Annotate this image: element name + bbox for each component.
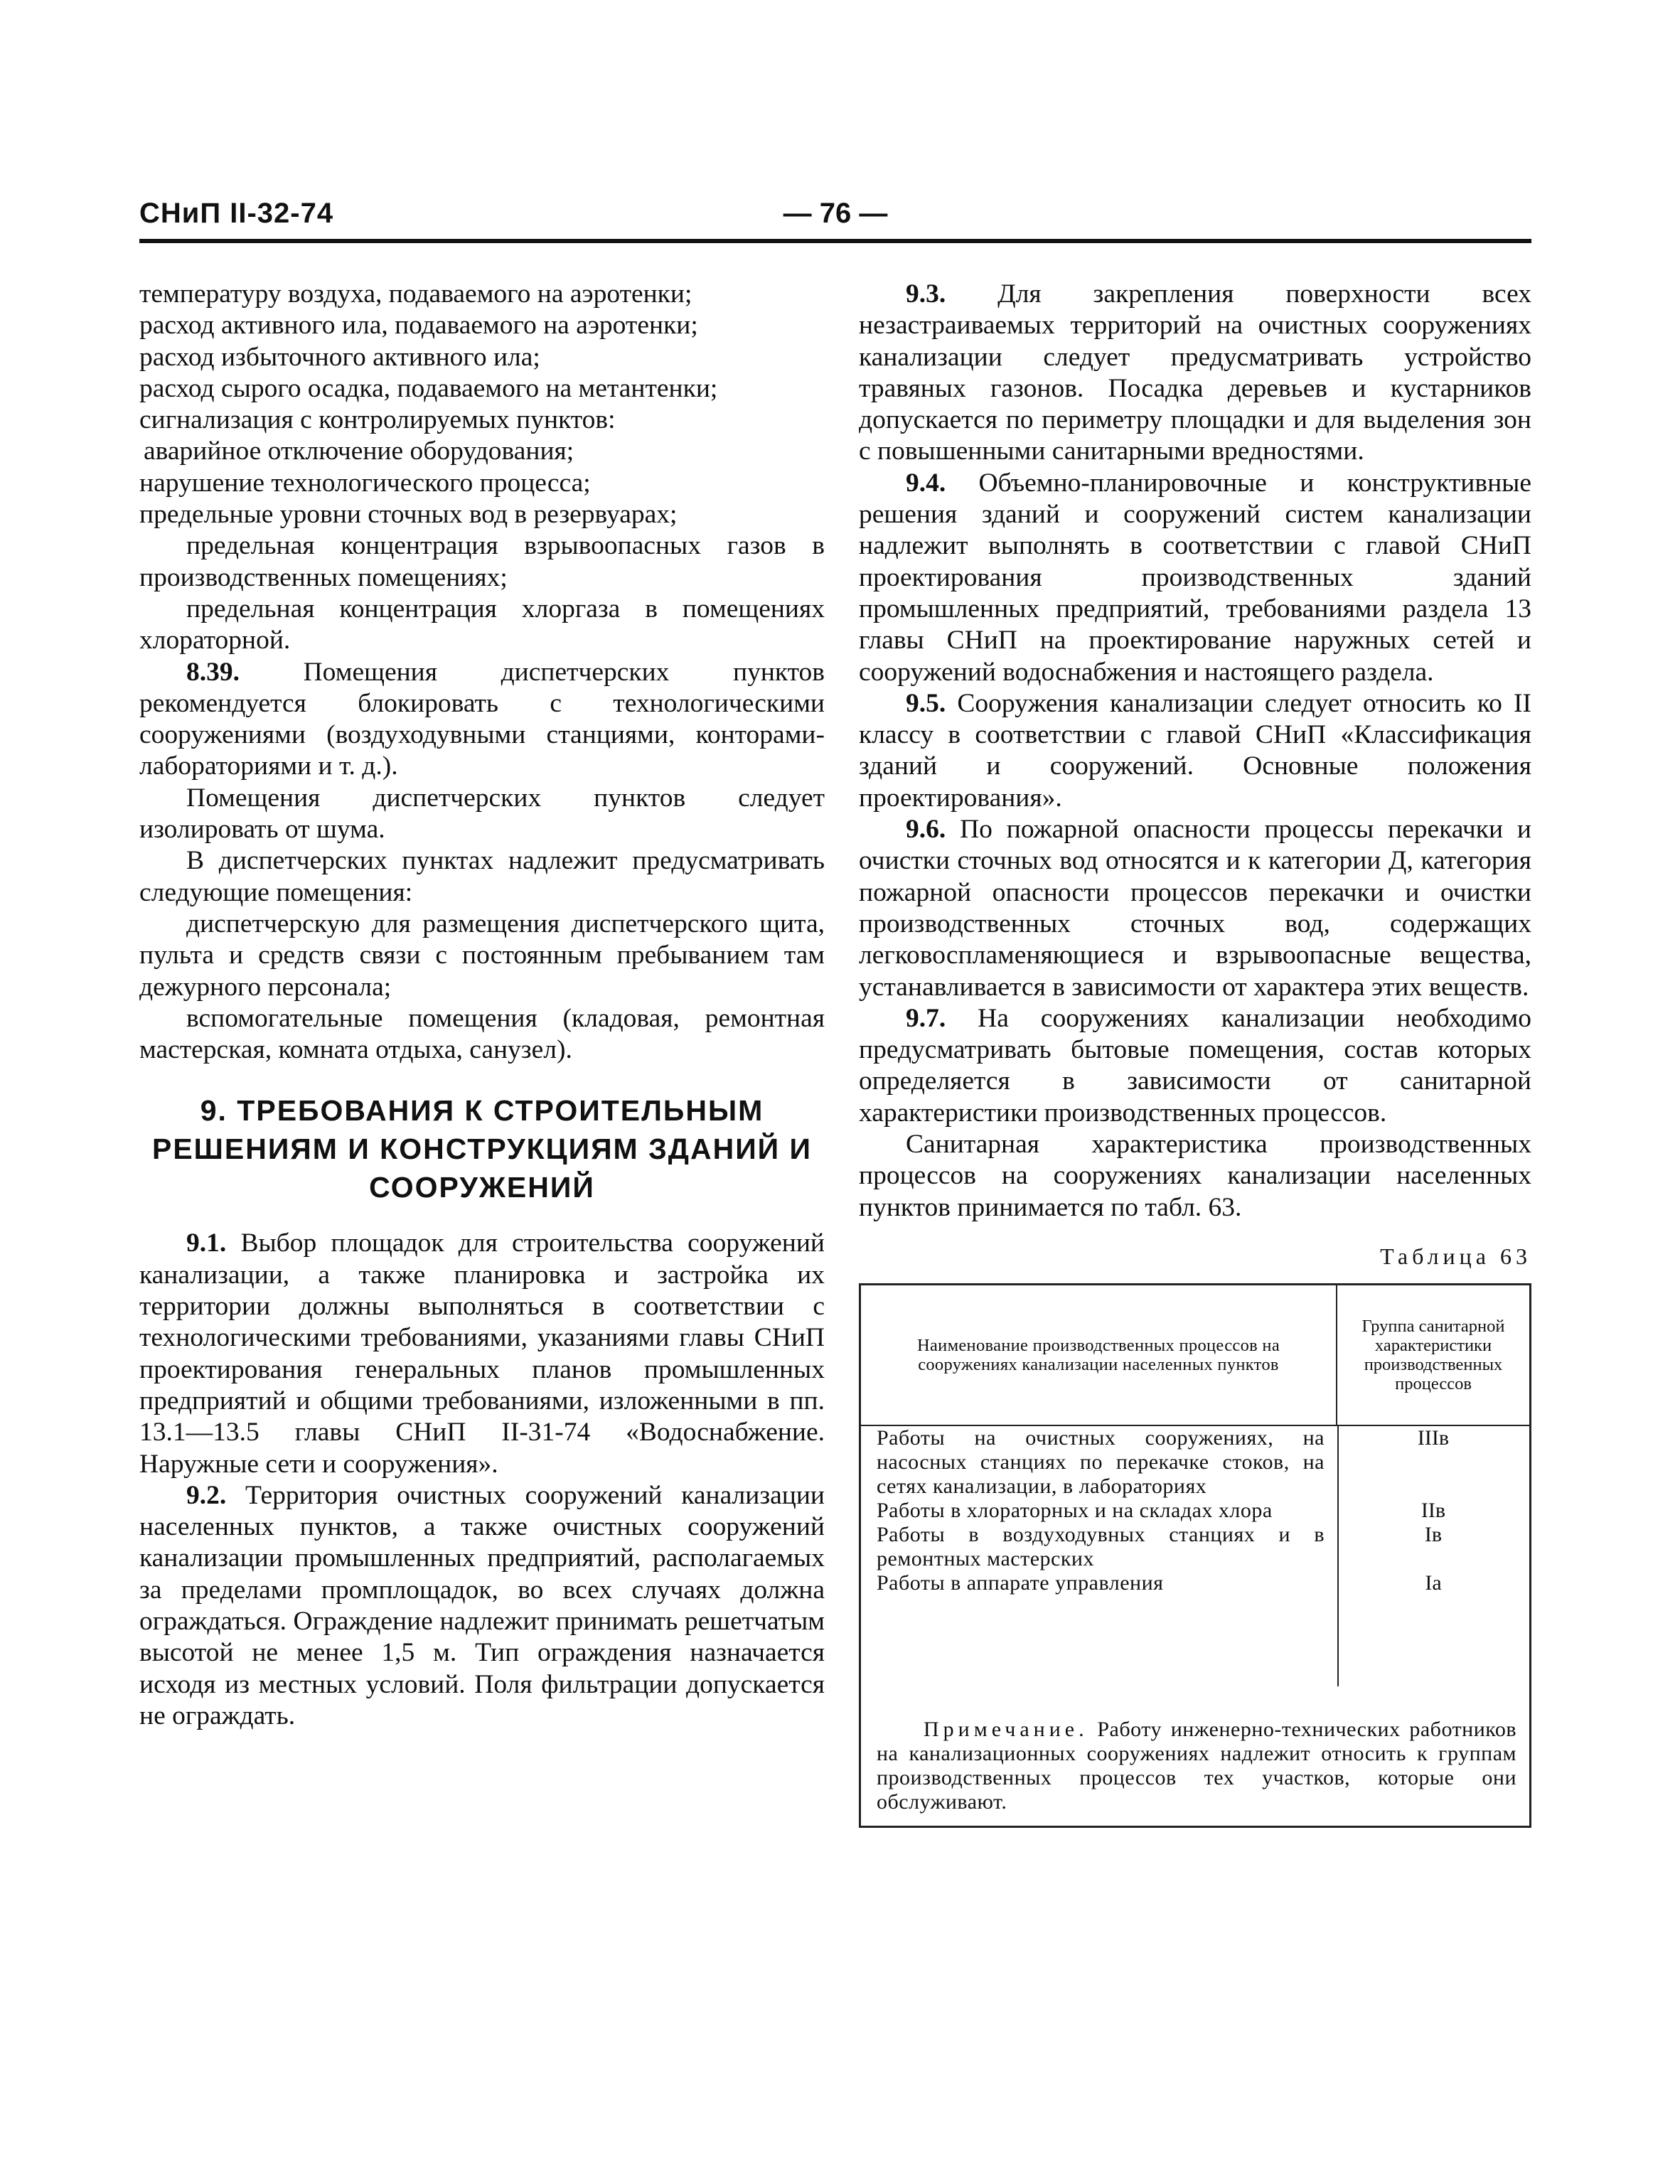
paragraph: диспетчерскую для размещения диспетчерского щита, пульта и средств связи с постоянным пребыванием там дежурного персонала; xyxy=(139,909,825,1002)
note-text: Работу инженерно-технических работников на канализационных сооружениях надлежит относить к группам производственных процессов тех участков, которые они обслуживают. xyxy=(877,1718,1516,1814)
clause-9-3: 9.3. Для закрепления поверхности всех незастраиваемых территорий на очистных сооружениях канализации следует предусматривать устройство травяных газонов. Посадка деревьев и кустарников допускается по периметру площадки и для выделения зон с повышенными санитарными вредностями. xyxy=(859,279,1531,466)
paragraph: Санитарная характеристика производственных процессов на сооружениях канализации населенных пунктов принимается по табл. 63. xyxy=(859,1130,1531,1222)
table-caption: Таблица 63 xyxy=(1380,1243,1531,1269)
paragraph: В диспетчерских пунктах надлежит предусматривать следующие помещения: xyxy=(139,846,825,907)
table-cell-process: Работы в хлораторных и на складах хлора xyxy=(877,1499,1273,1523)
paragraph: вспомогательные помещения (кладовая, ремонтная мастерская, комната отдыха, санузел). xyxy=(139,1003,825,1065)
paragraph: температуру воздуха, подаваемого на аэротенки; xyxy=(139,279,692,309)
paragraph: расход активного ила, подаваемого на аэротенки; xyxy=(139,311,698,341)
note-label: Примечание. xyxy=(924,1718,1088,1742)
paragraph: предельные уровни сточных вод в резервуарах; xyxy=(139,500,678,530)
table-cell-group: IIIв xyxy=(1417,1426,1450,1450)
right-column xyxy=(859,279,1531,1828)
table-cell-process: Работы в аппарате управления xyxy=(877,1571,1164,1595)
page-number: — 76 — xyxy=(783,198,888,229)
header-rule xyxy=(139,239,1531,243)
document-code: СНиП II-32-74 xyxy=(139,198,334,229)
table-header-group: Группа санитарной характеристики производственных процессов xyxy=(1361,1317,1505,1394)
table-divider xyxy=(1337,1426,1339,1686)
clause-9-5: 9.5. Сооружения канализации следует относить ко II классу в соответствии с главой СНиП «Классификация зданий и сооружений. Основные положения проектирования». xyxy=(859,688,1531,813)
paragraph: предельная концентрация хлоргаза в помещениях хлораторной. xyxy=(139,594,825,655)
table-row xyxy=(861,1571,1529,1595)
table-body xyxy=(861,1426,1529,1824)
table-row xyxy=(861,1523,1529,1571)
clause-9-7: 9.7. На сооружениях канализации необходимо предусматривать бытовые помещения, состав которых определяется в зависимости от санитарной характеристики производственных процессов. xyxy=(859,1003,1531,1128)
table-header-process: Наименование производственных процессов на сооружениях канализации населенных пунктов xyxy=(861,1285,1337,1425)
paragraph: нарушение технологического процесса; xyxy=(139,468,591,498)
table-header xyxy=(861,1285,1529,1426)
table-row xyxy=(861,1499,1529,1523)
table-cell-group: Iв xyxy=(1424,1523,1443,1547)
table-cell-process: Работы в воздуходувных станциях и в ремонтных мастерских xyxy=(877,1523,1325,1571)
clause-8-39: 8.39. Помещения диспетчерских пунктов рекомендуется блокировать с технологическими сооружениями (воздуходувными станциями, конторами-лабораториями и т. д.). xyxy=(139,657,825,781)
paragraph: расход сырого осадка, подаваемого на метантенки; xyxy=(139,373,718,403)
table-cell-group: Iа xyxy=(1425,1571,1442,1595)
paragraph: аварийное отключение оборудования; xyxy=(144,437,574,466)
paragraph: Помещения диспетчерских пунктов следует изолировать от шума. xyxy=(139,783,825,845)
paragraph: расход избыточного активного ила; xyxy=(139,342,540,372)
table-cell-group: IIв xyxy=(1420,1499,1446,1523)
clause-9-1: 9.1. Выбор площадок для строительства сооружений канализации, а также планировка и застройка их территории должны выполняться в соответствии с технологическими требованиями, указаниями главы СНиП проектирования генеральных планов промышленных предприятий и общими требованиями, изложенными в пп. 13.1—13.5 главы СНиП II-31-74 «Водоснабжение. Наружные сети и сооружения». xyxy=(139,1228,825,1479)
table-63 xyxy=(859,1283,1531,1828)
clause-9-6: 9.6. По пожарной опасности процессы перекачки и очистки сточных вод относятся и к категории Д, категория пожарной опасности процессов перекачки и очистки производственных сточных вод, содержащих легковоспламеняющиеся и взрывоопасные вещества, устанавливается в зависимости от характера этих веществ. xyxy=(859,815,1531,1002)
section-heading: 9. ТРЕБОВАНИЯ К СТРОИТЕЛЬНЫМ РЕШЕНИЯМ И КОНСТРУКЦИЯМ ЗДАНИЙ И СООРУЖЕНИЙ xyxy=(151,1094,813,1204)
left-column xyxy=(139,279,825,1732)
paragraph: предельная концентрация взрывоопасных газов в производственных помещениях; xyxy=(139,531,825,592)
table-cell-process: Работы на очистных сооружениях, на насосных станциях по перекачке стоков, на сетях канализации, в лабораториях xyxy=(877,1426,1325,1499)
paragraph: сигнализация с контролируемых пунктов: xyxy=(139,405,616,435)
table-note xyxy=(877,1718,1516,1814)
clause-9-2: 9.2. Территория очистных сооружений канализации населенных пунктов, а также очистных сооружений канализации промышленных предприятий, располагаемых за пределами промплощадок, во всех случаях должна ограждаться. Ограждение надлежит принимать решетчатым высотой не менее 1,5 м. Тип ограждения назначается исходя из местных условий. Поля фильтрации допускается не ограждать. xyxy=(139,1480,825,1730)
table-row xyxy=(861,1426,1529,1499)
clause-9-4: 9.4. Объемно-планировочные и конструктивные решения зданий и сооружений систем канализации надлежит выполнять в соответствии с главой СНиП проектирования производственных зданий промышленных предприятий, требованиями раздела 13 главы СНиП на проектирование наружных сетей и сооружений водоснабжения и настоящего раздела. xyxy=(859,468,1531,687)
